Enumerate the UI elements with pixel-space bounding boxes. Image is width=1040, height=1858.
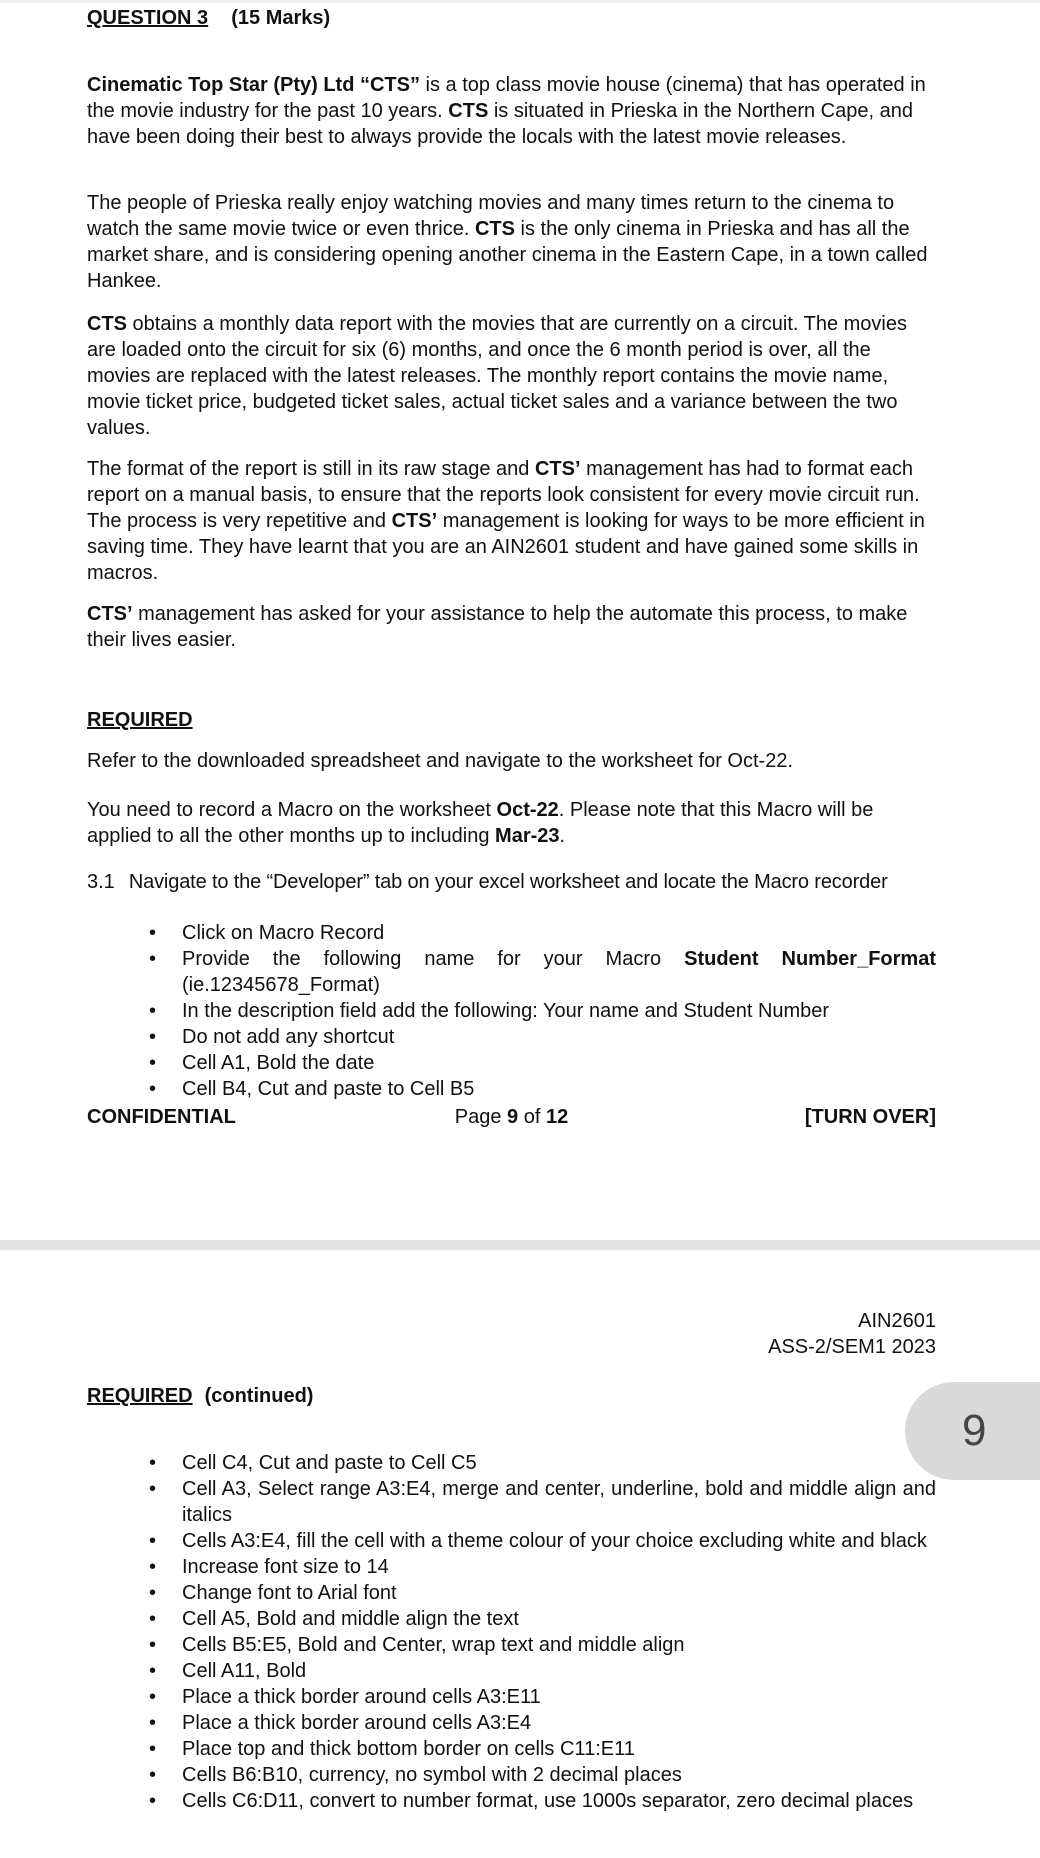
list-item-text: Click on Macro Record	[182, 922, 385, 944]
list-item-text: Do not add any shortcut	[182, 1026, 395, 1048]
company-abbrev: CTS’	[534, 458, 581, 480]
list-item	[87, 1710, 936, 1736]
page-footer	[87, 1104, 936, 1130]
list-item-text: In the description field add the following: Your name and Student Number	[182, 1000, 830, 1022]
list-item	[87, 998, 936, 1024]
list-item	[87, 1450, 936, 1476]
list-item	[87, 920, 936, 946]
page-separator	[0, 1240, 1040, 1250]
list-item-text: Cells C6:D11, convert to number format, use 1000s separator, zero decimal places	[182, 1790, 914, 1812]
list-item-text: Cells A3:E4, fill the cell with a theme colour of your choice excluding white and black	[182, 1530, 927, 1552]
list-item	[87, 1658, 936, 1684]
required-continued-heading	[87, 1383, 936, 1409]
list-item-text: Provide the following name for your Macro	[182, 948, 685, 970]
list-item-text: Place a thick border around cells A3:E4	[182, 1712, 532, 1734]
paragraph-monthly-report	[87, 311, 936, 441]
worksheet-name: Oct-22	[496, 799, 559, 821]
page-label: Page	[454, 1106, 508, 1128]
paragraph-format	[87, 456, 936, 586]
list-item-text: Cells B5:E5, Bold and Center, wrap text and middle align	[182, 1634, 685, 1656]
macro-steps-list-continued	[87, 1450, 936, 1814]
macro-name: Student Number_Format	[684, 948, 936, 970]
macro-steps-list	[87, 920, 936, 1102]
step-3-1	[87, 869, 947, 895]
list-item	[87, 1606, 936, 1632]
document-page-10	[0, 1250, 1040, 1858]
company-name: Cinematic Top Star (Pty) Ltd “CTS”	[87, 74, 420, 96]
list-item	[87, 1632, 936, 1658]
question-heading	[87, 5, 936, 31]
course-code: AIN2601	[858, 1310, 936, 1332]
required-heading: REQUIRED	[87, 709, 193, 731]
paragraph-intro	[87, 72, 936, 150]
last-month: Mar-23	[495, 825, 560, 847]
step-text: Navigate to the “Developer” tab on your excel worksheet and locate the Macro recorder	[128, 871, 888, 893]
total-pages: 12	[545, 1106, 569, 1128]
turn-over-label: [TURN OVER]	[804, 1106, 936, 1128]
page-label: of	[518, 1106, 546, 1128]
list-item-text: (ie.12345678_Format)	[182, 974, 380, 996]
paragraph-text: . Please note that this Macro will be applied to all the other months up to including	[87, 799, 874, 847]
list-item-text: Cells B6:B10, currency, no symbol with 2 decimal places	[182, 1764, 682, 1786]
list-item	[87, 1580, 936, 1606]
list-item-text: Cell A3, Select range A3:E4, merge and center, underline, bold and middle align and italics	[182, 1478, 936, 1526]
current-page: 9	[507, 1106, 519, 1128]
paragraph-text: is the only cinema in Prieska and has all the market share, and is considering opening another cinema in the Eastern Cape, in a town called Hankee.	[87, 218, 928, 292]
question-marks: (15 Marks)	[231, 7, 331, 29]
continued-label: (continued)	[204, 1385, 314, 1407]
paragraph-text: is situated in Prieska in the Northern Cape, and have been doing their best to always provide the locals with the latest movie releases.	[87, 100, 913, 148]
list-item-text: Cell C4, Cut and paste to Cell C5	[182, 1452, 477, 1474]
company-abbrev: CTS’	[87, 603, 133, 625]
step-number: 3.1	[87, 871, 115, 893]
paragraph-text: is a top class movie house (cinema) that has operated in the movie industry for the past 10 years.	[87, 74, 926, 122]
paragraph-text: The people of Prieska really enjoy watching movies and many times return to the cinema to watch the same movie twice or even thrice.	[87, 192, 895, 240]
paragraph-prieska	[87, 190, 936, 294]
list-item	[87, 1684, 936, 1710]
paragraph-text: The format of the report is still in its raw stage and	[87, 458, 535, 480]
list-item	[87, 1528, 936, 1554]
required-heading: REQUIRED	[87, 1385, 193, 1407]
list-item	[87, 1476, 936, 1528]
paragraph-text: You need to record a Macro on the worksheet	[87, 799, 497, 821]
page-number-badge[interactable]: 9	[905, 1382, 1040, 1480]
company-abbrev: CTS’	[391, 510, 438, 532]
assignment-code: ASS-2/SEM1 2023	[768, 1336, 936, 1358]
list-item	[87, 1050, 936, 1076]
paragraph-text: management has asked for your assistance to help the automate this process, to make their lives easier.	[87, 603, 908, 651]
list-item-text: Place top and thick bottom border on cells C11:E11	[182, 1738, 635, 1760]
list-item	[87, 1554, 936, 1580]
list-item-text: Change font to Arial font	[182, 1582, 397, 1604]
paragraph-text: .	[559, 825, 566, 847]
refer-instruction: Refer to the downloaded spreadsheet and navigate to the worksheet for Oct-22.	[87, 750, 793, 772]
record-macro-instruction	[87, 797, 936, 849]
list-item	[87, 1736, 936, 1762]
paragraph-text: management is looking for ways to be more efficient in saving time. They have learnt that you are an AIN2601 student and have gained some skills in macros.	[87, 510, 925, 584]
company-abbrev: CTS	[448, 100, 489, 122]
company-abbrev: CTS	[474, 218, 515, 240]
page-top-edge	[0, 0, 1040, 3]
list-item-text: Place a thick border around cells A3:E11	[182, 1686, 541, 1708]
list-item-text: Cell B4, Cut and paste to Cell B5	[182, 1078, 475, 1100]
paragraph-assistance	[87, 601, 936, 653]
confidential-label: CONFIDENTIAL	[87, 1106, 236, 1128]
list-item	[87, 946, 936, 998]
list-item	[87, 1788, 936, 1814]
paragraph-text: management has had to format each report on a manual basis, to ensure that the reports look consistent for every movie circuit run. The process is very repetitive and	[87, 458, 920, 532]
company-abbrev: CTS	[87, 313, 127, 335]
list-item	[87, 1762, 936, 1788]
list-item-text: Increase font size to 14	[182, 1556, 389, 1578]
list-item-text: Cell A1, Bold the date	[182, 1052, 375, 1074]
list-item	[87, 1024, 936, 1050]
question-title: QUESTION 3	[87, 7, 209, 29]
paragraph-text: obtains a monthly data report with the movies that are currently on a circuit. The movies are loaded onto the circuit for six (6) months, and once the 6 month period is over, all the movies are replaced with the latest releases. The monthly report contains the movie name, movie ticket price, budgeted ticket sales, actual ticket sales and a variance between the two values.	[87, 313, 907, 439]
list-item	[87, 1076, 936, 1102]
page-header	[768, 1308, 936, 1360]
list-item-text: Cell A5, Bold and middle align the text	[182, 1608, 519, 1630]
list-item-text: Cell A11, Bold	[182, 1660, 307, 1682]
